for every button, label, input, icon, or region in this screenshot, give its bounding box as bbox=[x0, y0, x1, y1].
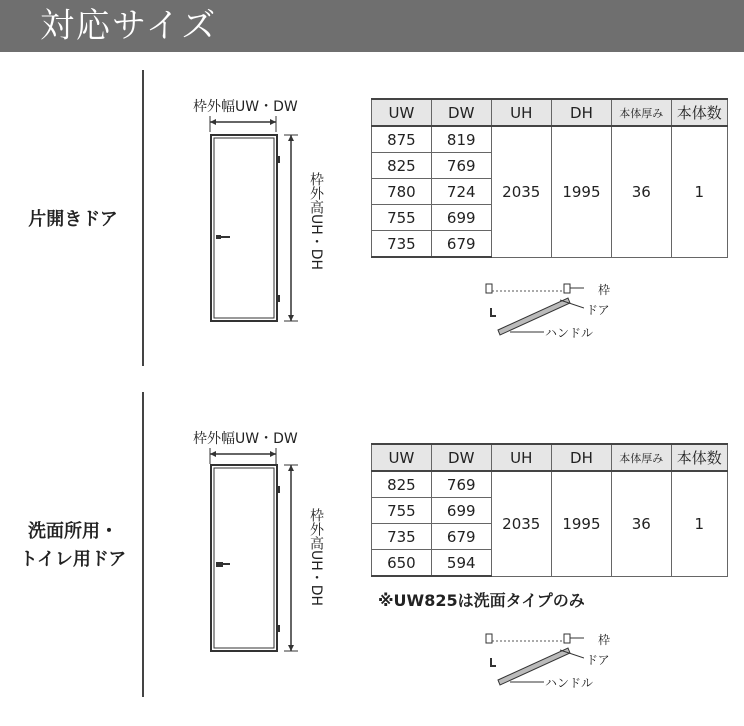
frame-label: 枠 bbox=[598, 633, 611, 647]
dw-cell: 769 bbox=[431, 153, 491, 179]
dw-cell: 819 bbox=[431, 126, 491, 153]
dw-cell: 769 bbox=[431, 471, 491, 498]
door-type-label-line: 片開きドア bbox=[28, 209, 118, 230]
table-row bbox=[372, 126, 728, 153]
col-header-uw: UW bbox=[372, 444, 432, 471]
col-header-count: 本体数 bbox=[671, 99, 727, 126]
uh-cell: 2035 bbox=[491, 471, 551, 576]
uw-cell: 825 bbox=[372, 471, 432, 498]
handle-label: ハンドル bbox=[545, 326, 594, 340]
uw-cell: 780 bbox=[372, 179, 432, 205]
col-header-dw: DW bbox=[431, 444, 491, 471]
section-header bbox=[0, 0, 744, 52]
height-dimension-label: 枠外高UH・DH bbox=[308, 172, 324, 271]
uh-cell: 2035 bbox=[491, 126, 551, 257]
uw-cell: 735 bbox=[372, 524, 432, 550]
dw-cell: 594 bbox=[431, 550, 491, 577]
col-header-count: 本体数 bbox=[671, 444, 727, 471]
handle-label: ハンドル bbox=[545, 676, 594, 690]
dw-cell: 679 bbox=[431, 524, 491, 550]
col-header-uw: UW bbox=[372, 99, 432, 126]
door-type-label-line: トイレ用ドア bbox=[19, 549, 127, 570]
col-header-dw: DW bbox=[431, 99, 491, 126]
door-label: ドア bbox=[586, 653, 610, 667]
table-row bbox=[372, 471, 728, 498]
col-header-thickness: 本体厚み bbox=[612, 444, 671, 471]
dw-cell: 679 bbox=[431, 231, 491, 258]
dw-cell: 699 bbox=[431, 498, 491, 524]
col-header-dh: DH bbox=[551, 444, 611, 471]
thickness-cell: 36 bbox=[612, 126, 671, 257]
count-cell: 1 bbox=[671, 126, 727, 257]
size-table-washroom bbox=[371, 443, 728, 577]
uw-cell: 755 bbox=[372, 498, 432, 524]
count-cell: 1 bbox=[671, 471, 727, 576]
section-divider-1 bbox=[142, 70, 144, 366]
uw-cell: 825 bbox=[372, 153, 432, 179]
door-elevation-diagram bbox=[200, 442, 310, 662]
availability-note: ※UW825は洗面タイプのみ bbox=[378, 591, 585, 610]
dw-cell: 699 bbox=[431, 205, 491, 231]
dw-cell: 724 bbox=[431, 179, 491, 205]
width-dimension-label: 枠外幅UW・DW bbox=[193, 431, 298, 447]
col-header-uh: UH bbox=[491, 444, 551, 471]
col-header-thickness: 本体厚み bbox=[612, 99, 671, 126]
dh-cell: 1995 bbox=[551, 471, 611, 576]
size-table-single bbox=[371, 98, 728, 258]
frame-label: 枠 bbox=[598, 283, 611, 297]
dh-cell: 1995 bbox=[551, 126, 611, 257]
uw-cell: 755 bbox=[372, 205, 432, 231]
door-elevation-diagram bbox=[200, 110, 310, 330]
section-divider-2 bbox=[142, 392, 144, 697]
door-type-label-washroom bbox=[4, 518, 142, 574]
uw-cell: 735 bbox=[372, 231, 432, 258]
col-header-dh: DH bbox=[551, 99, 611, 126]
door-label: ドア bbox=[586, 303, 610, 317]
thickness-cell: 36 bbox=[612, 471, 671, 576]
door-type-label-line: 洗面所用・ bbox=[28, 521, 118, 542]
header-title: 対応サイズ bbox=[40, 6, 218, 46]
width-dimension-label: 枠外幅UW・DW bbox=[193, 99, 298, 115]
uw-cell: 875 bbox=[372, 126, 432, 153]
door-type-label-single bbox=[10, 206, 136, 234]
height-dimension-label: 枠外高UH・DH bbox=[308, 508, 324, 607]
col-header-uh: UH bbox=[491, 99, 551, 126]
uw-cell: 650 bbox=[372, 550, 432, 577]
